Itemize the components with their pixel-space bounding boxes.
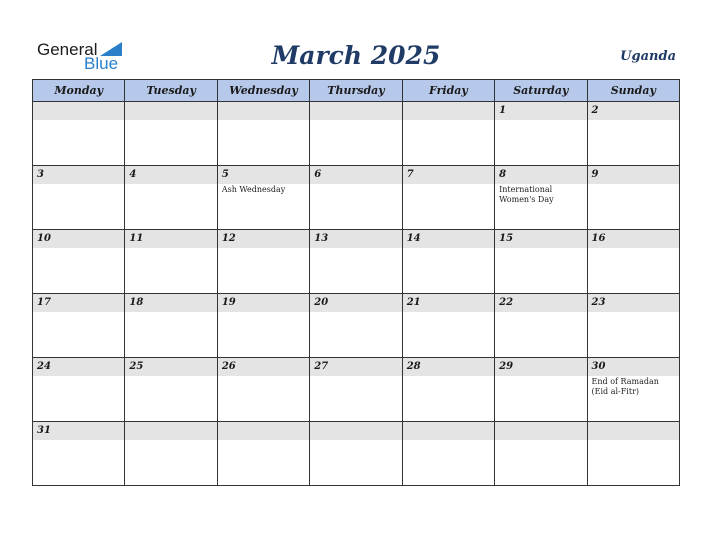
day-number: 17: [37, 297, 51, 308]
day-header-bar: [310, 166, 401, 184]
day-cell: [310, 422, 402, 486]
day-header-bar: [495, 230, 586, 248]
day-header-bar: [495, 422, 586, 440]
day-cell: [402, 358, 494, 422]
day-cell: [33, 294, 125, 358]
day-number: 19: [221, 297, 236, 308]
day-number: 31: [37, 425, 51, 436]
day-number: 21: [406, 297, 421, 308]
calendar-grid: [32, 79, 680, 486]
week-row: [33, 166, 680, 230]
week-row: [33, 102, 680, 166]
day-number: 9: [591, 169, 599, 180]
day-cell: [125, 166, 217, 230]
day-header-bar: [495, 166, 586, 184]
day-number: 23: [591, 297, 606, 308]
day-header-bar: [125, 230, 216, 248]
day-cell: [33, 166, 125, 230]
day-cell: [310, 230, 402, 294]
day-header-bar: [310, 230, 401, 248]
day-cell: [495, 422, 587, 486]
day-header-bar: [588, 102, 679, 120]
day-cell: [125, 102, 217, 166]
day-cell: [587, 294, 679, 358]
day-number: 14: [406, 233, 421, 244]
day-number: 5: [221, 169, 229, 180]
day-header-bar: [33, 230, 124, 248]
day-cell: [495, 294, 587, 358]
day-number: 3: [37, 169, 44, 180]
day-header-bar: [125, 294, 216, 312]
day-cell: [587, 358, 679, 422]
week-row: [33, 230, 680, 294]
day-header-bar: [310, 294, 401, 312]
day-header-bar: [125, 358, 216, 376]
day-cell: [125, 358, 217, 422]
day-cell: [217, 294, 309, 358]
day-cell: [402, 230, 494, 294]
day-header-bar: [218, 230, 309, 248]
day-header-bar: [125, 422, 216, 440]
day-header-bar: [33, 166, 124, 184]
day-cell: [495, 166, 587, 230]
day-header-bar: [218, 358, 309, 376]
day-cell: [217, 358, 309, 422]
day-cell: [310, 166, 402, 230]
day-number: 1: [499, 105, 507, 116]
day-number: 13: [314, 233, 329, 244]
day-cell: [310, 294, 402, 358]
day-header-bar: [310, 358, 401, 376]
weekday-header: Monday: [33, 80, 125, 102]
day-number: 8: [499, 169, 507, 180]
day-cell: [33, 358, 125, 422]
day-number: 10: [37, 233, 51, 244]
calendar-title: March 2025: [271, 41, 441, 70]
day-header-bar: [218, 422, 309, 440]
day-number: 20: [314, 297, 329, 308]
day-number: 7: [406, 169, 414, 180]
weekday-header: Friday: [402, 80, 494, 102]
day-header-bar: [495, 102, 586, 120]
logo-text-general: General: [37, 40, 98, 59]
day-header-bar: [310, 102, 401, 120]
day-header-bar: [588, 294, 679, 312]
day-cell: [217, 230, 309, 294]
day-cell: [587, 422, 679, 486]
day-header-bar: [403, 294, 494, 312]
day-header-bar: [218, 102, 309, 120]
day-cell: [495, 358, 587, 422]
day-number: 25: [129, 361, 144, 372]
day-number: 28: [406, 361, 421, 372]
day-cell: [587, 102, 679, 166]
day-header-bar: [218, 166, 309, 184]
day-header-bar: [33, 422, 124, 440]
day-number: 29: [499, 361, 514, 372]
week-row: [33, 358, 680, 422]
weekday-header: Saturday: [495, 80, 587, 102]
day-header-bar: [403, 422, 494, 440]
day-cell: [587, 230, 679, 294]
day-cell: [33, 422, 125, 486]
day-cell: [217, 102, 309, 166]
day-number: 16: [591, 233, 606, 244]
day-header-bar: [588, 166, 679, 184]
day-header-bar: [403, 102, 494, 120]
day-header-bar: [310, 422, 401, 440]
day-header-bar: [588, 230, 679, 248]
weekday-header: Tuesday: [125, 80, 217, 102]
day-cell: [217, 166, 309, 230]
day-cell: [402, 422, 494, 486]
day-header-bar: [495, 294, 586, 312]
week-row: [33, 422, 680, 486]
day-cell: [310, 358, 402, 422]
day-cell: [33, 230, 125, 294]
day-cell: [402, 102, 494, 166]
day-cell: [125, 422, 217, 486]
day-number: 12: [221, 233, 236, 244]
day-header-bar: [588, 422, 679, 440]
day-header-bar: [403, 230, 494, 248]
day-cell: [310, 102, 402, 166]
day-cell: [33, 102, 125, 166]
weekday-header: Wednesday: [217, 80, 309, 102]
day-cell: [125, 294, 217, 358]
day-number: 6: [314, 169, 322, 180]
day-header-bar: [403, 166, 494, 184]
weekday-header: Thursday: [310, 80, 402, 102]
week-row: [33, 294, 680, 358]
holiday-label: International Women's Day: [499, 185, 554, 204]
day-cell: [587, 166, 679, 230]
day-number: 30: [591, 361, 606, 372]
holiday-label: Ash Wednesday: [221, 185, 286, 194]
weekday-header: Sunday: [587, 80, 679, 102]
day-number: 15: [499, 233, 514, 244]
day-header-bar: [33, 294, 124, 312]
day-header-bar: [33, 358, 124, 376]
day-header-bar: [33, 102, 124, 120]
day-header-bar: [495, 358, 586, 376]
day-cell: [495, 102, 587, 166]
weekday-header-row: [33, 80, 680, 102]
day-header-bar: [125, 102, 216, 120]
day-cell: [402, 166, 494, 230]
day-number: 24: [37, 361, 51, 372]
day-cell: [217, 422, 309, 486]
holiday-label: End of Ramadan (Eid al-Fitr): [591, 377, 659, 396]
day-number: 18: [129, 297, 144, 308]
day-cell: [495, 230, 587, 294]
logo-text-blue: Blue: [84, 54, 119, 73]
day-number: 11: [129, 233, 144, 244]
day-number: 27: [314, 361, 329, 372]
day-cell: [125, 230, 217, 294]
day-header-bar: [403, 358, 494, 376]
calendar-body: [33, 102, 680, 486]
day-number: 2: [591, 105, 599, 116]
day-number: 4: [129, 169, 137, 180]
day-header-bar: [218, 294, 309, 312]
day-cell: [402, 294, 494, 358]
day-header-bar: [125, 166, 216, 184]
country-name: Uganda: [620, 49, 676, 64]
day-header-bar: [588, 358, 679, 376]
day-number: 26: [221, 361, 236, 372]
day-number: 22: [499, 297, 514, 308]
